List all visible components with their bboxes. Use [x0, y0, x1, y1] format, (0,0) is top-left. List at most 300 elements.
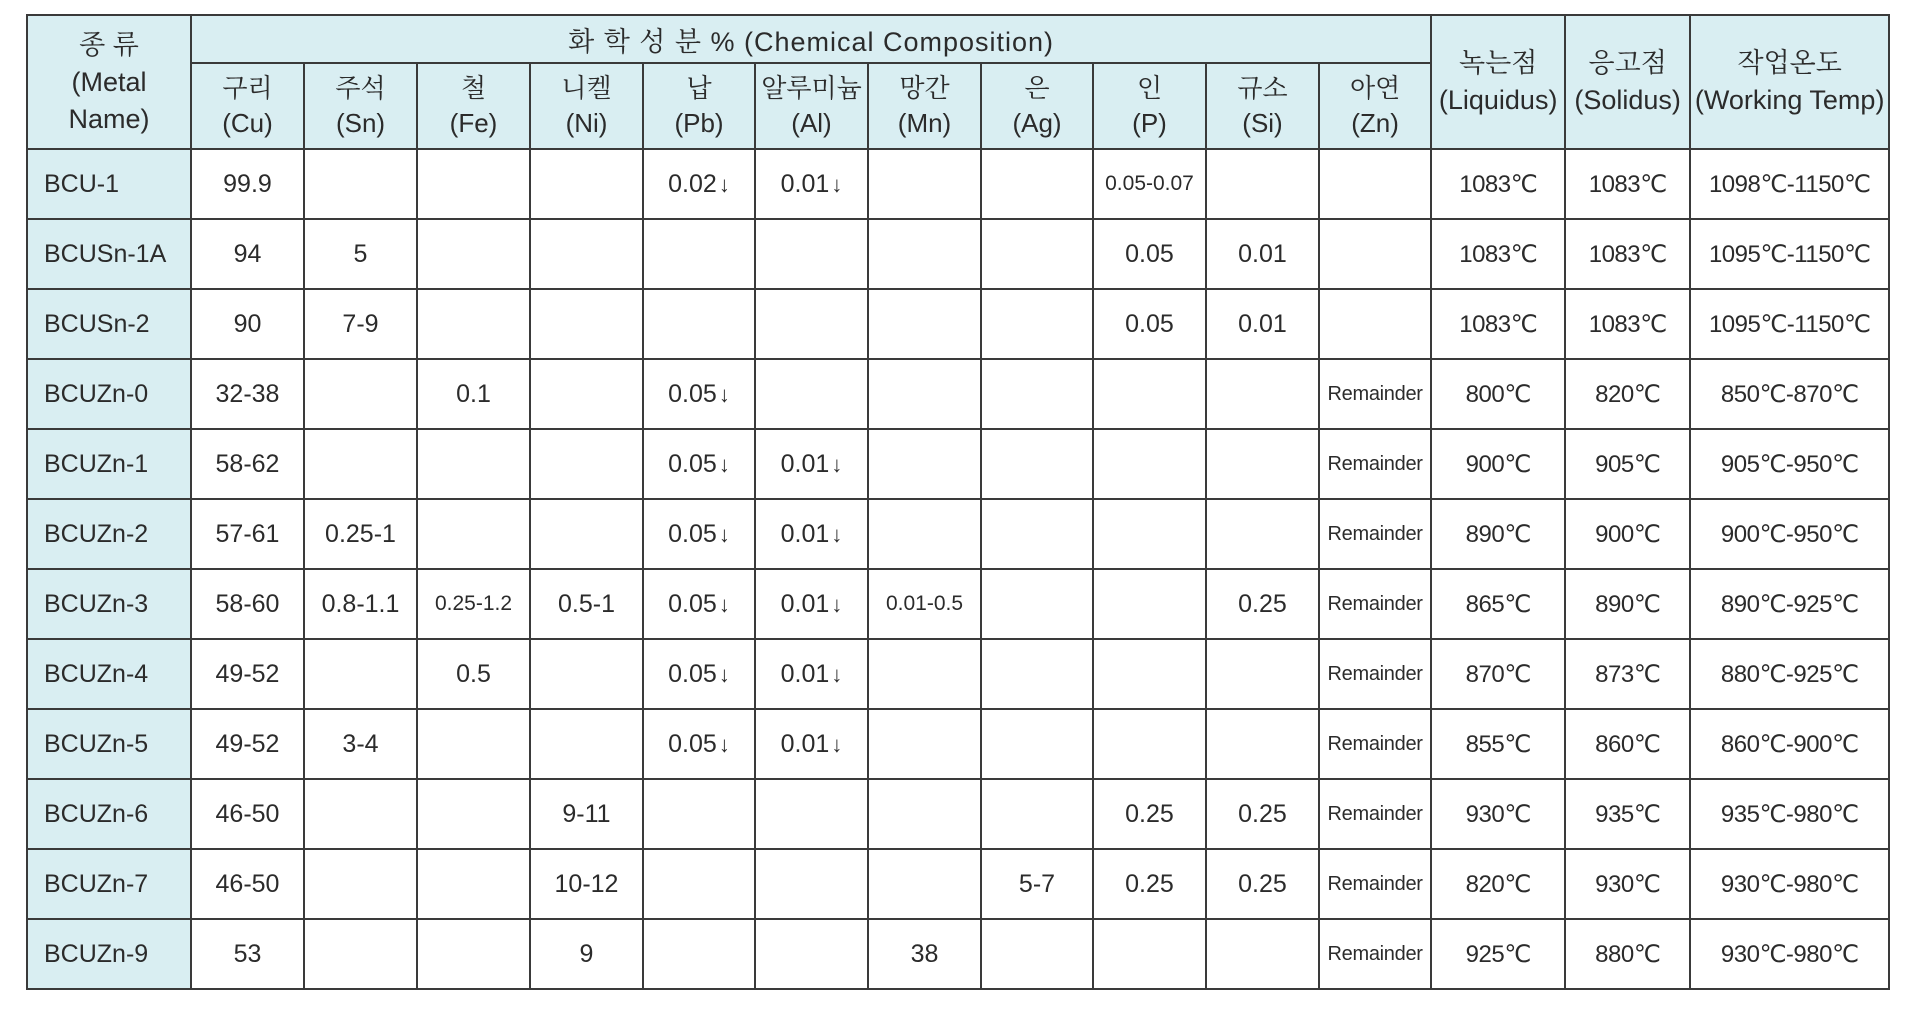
- composition-value: 58-62: [215, 449, 280, 478]
- composition-cell: [981, 149, 1093, 219]
- composition-cell: [530, 779, 643, 849]
- element-header-ko: 철: [460, 73, 487, 103]
- composition-cell: [981, 709, 1093, 779]
- solidus-header: [1565, 15, 1690, 149]
- working-temp-cell: 850℃-870℃: [1690, 359, 1889, 429]
- composition-cell: [1093, 849, 1206, 919]
- composition-cell: [191, 429, 304, 499]
- composition-value: 0.05: [668, 379, 717, 408]
- composition-cell: [643, 639, 755, 709]
- composition-value: 0.05: [668, 449, 717, 478]
- composition-cell: [1093, 429, 1206, 499]
- composition-cell: [643, 849, 755, 919]
- element-header-ko: 니켈: [561, 73, 612, 103]
- metal-name-header: [27, 15, 191, 149]
- composition-cell: [755, 359, 868, 429]
- composition-cell: [1206, 569, 1319, 639]
- composition-cell: [304, 919, 417, 989]
- composition-cell: [191, 289, 304, 359]
- composition-cell: [417, 219, 530, 289]
- composition-cell: [755, 499, 868, 569]
- table-row: [27, 709, 1889, 779]
- element-header: [1319, 63, 1431, 149]
- metal-name-cell: BCUZn-1: [27, 429, 191, 499]
- working-temp-header: [1690, 15, 1889, 149]
- solidus-cell: 935℃: [1565, 779, 1690, 849]
- brazing-alloy-table: [26, 14, 1890, 990]
- table-row: [27, 219, 1889, 289]
- composition-cell: [1093, 709, 1206, 779]
- working-temp-cell: 900℃-950℃: [1690, 499, 1889, 569]
- composition-cell: [304, 219, 417, 289]
- composition-cell: [1206, 919, 1319, 989]
- liquidus-cell: 800℃: [1431, 359, 1565, 429]
- composition-cell: [755, 289, 868, 359]
- element-header: [1206, 63, 1319, 149]
- down-arrow-icon: ↓: [718, 661, 730, 687]
- composition-cell: [1206, 219, 1319, 289]
- composition-cell: [1319, 289, 1431, 359]
- composition-cell: [1206, 499, 1319, 569]
- composition-group-header: 화 학 성 분 % (Chemical Composition): [191, 15, 1431, 63]
- composition-cell: [1206, 289, 1319, 359]
- composition-value: Remainder: [1327, 942, 1423, 965]
- composition-cell: [755, 849, 868, 919]
- liquidus-cell: 865℃: [1431, 569, 1565, 639]
- element-header-ko: 알루미늄: [761, 73, 862, 103]
- composition-cell: [868, 849, 981, 919]
- composition-cell: [868, 779, 981, 849]
- metal-name-header-en: (Metal Name): [68, 66, 150, 134]
- composition-cell: [643, 149, 755, 219]
- composition-cell: [981, 429, 1093, 499]
- composition-cell: [191, 359, 304, 429]
- composition-cell: [530, 499, 643, 569]
- composition-value: 0.01: [780, 589, 830, 618]
- element-header-ko: 아연: [1349, 73, 1401, 103]
- composition-cell: [755, 149, 868, 219]
- composition-value: 0.05-0.07: [1105, 172, 1194, 195]
- metal-name-cell: BCUZn-0: [27, 359, 191, 429]
- composition-cell: [643, 779, 755, 849]
- composition-cell: [1093, 219, 1206, 289]
- composition-cell: [304, 289, 417, 359]
- element-header: [868, 63, 981, 149]
- composition-cell: [981, 359, 1093, 429]
- composition-value: 0.05: [1125, 309, 1174, 338]
- working-temp-header-en: (Working Temp): [1694, 85, 1885, 115]
- composition-value: 49-52: [215, 659, 280, 688]
- composition-value: 0.05: [668, 659, 717, 688]
- element-header-en: (Cu): [222, 108, 273, 138]
- composition-cell: [304, 149, 417, 219]
- table-row: [27, 359, 1889, 429]
- composition-value: 0.05: [1125, 239, 1174, 268]
- composition-value: Remainder: [1327, 872, 1423, 895]
- composition-cell: [530, 219, 643, 289]
- composition-value: 94: [233, 239, 262, 268]
- composition-cell: [981, 569, 1093, 639]
- liquidus-cell: 870℃: [1431, 639, 1565, 709]
- solidus-header-ko: 응고점: [1588, 48, 1667, 78]
- metal-name-cell: BCUZn-5: [27, 709, 191, 779]
- composition-cell: [304, 499, 417, 569]
- composition-cell: [981, 289, 1093, 359]
- solidus-header-en: (Solidus): [1574, 85, 1681, 115]
- down-arrow-icon: ↓: [718, 521, 730, 547]
- composition-cell: [755, 219, 868, 289]
- composition-cell: [868, 639, 981, 709]
- composition-cell: [1206, 429, 1319, 499]
- composition-cell: [868, 289, 981, 359]
- composition-cell: [1206, 639, 1319, 709]
- working-temp-cell: 935℃-980℃: [1690, 779, 1889, 849]
- table-row: [27, 919, 1889, 989]
- solidus-cell: 1083℃: [1565, 219, 1690, 289]
- working-temp-cell: 905℃-950℃: [1690, 429, 1889, 499]
- down-arrow-icon: ↓: [718, 171, 730, 197]
- composition-value: 90: [233, 309, 262, 338]
- element-header-en: (Ni): [565, 108, 608, 138]
- composition-cell: [417, 849, 530, 919]
- composition-cell: [530, 709, 643, 779]
- solidus-cell: 930℃: [1565, 849, 1690, 919]
- solidus-cell: 880℃: [1565, 919, 1690, 989]
- composition-cell: [191, 709, 304, 779]
- down-arrow-icon: ↓: [831, 451, 843, 477]
- working-temp-cell: 890℃-925℃: [1690, 569, 1889, 639]
- composition-value: 0.05: [668, 519, 717, 548]
- composition-value: 0.5: [456, 659, 491, 688]
- table-header: [27, 15, 1889, 149]
- composition-cell: [530, 429, 643, 499]
- composition-value: 46-50: [215, 799, 280, 828]
- composition-value: 57-61: [215, 519, 280, 548]
- metal-name-cell: BCUSn-2: [27, 289, 191, 359]
- composition-value: 46-50: [215, 869, 280, 898]
- composition-value: 0.01: [780, 449, 830, 478]
- element-header-en: (Zn): [1351, 108, 1399, 138]
- element-header-en: (Sn): [335, 108, 386, 138]
- element-header: [1093, 63, 1206, 149]
- down-arrow-icon: ↓: [831, 731, 843, 757]
- composition-value: 58-60: [215, 589, 280, 618]
- liquidus-header-en: (Liquidus): [1438, 85, 1558, 115]
- composition-value: 0.02: [668, 169, 717, 198]
- composition-cell: [417, 359, 530, 429]
- working-temp-cell: 1095℃-1150℃: [1690, 219, 1889, 289]
- liquidus-cell: 925℃: [1431, 919, 1565, 989]
- composition-value: 0.01: [780, 729, 830, 758]
- liquidus-cell: 820℃: [1431, 849, 1565, 919]
- composition-cell: [530, 919, 643, 989]
- composition-cell: [1319, 499, 1431, 569]
- composition-cell: [1319, 919, 1431, 989]
- composition-cell: [1319, 639, 1431, 709]
- working-temp-header-ko: 작업온도: [1737, 48, 1842, 78]
- composition-cell: [1206, 359, 1319, 429]
- composition-cell: [1093, 359, 1206, 429]
- composition-cell: [530, 359, 643, 429]
- metal-name-cell: BCUZn-3: [27, 569, 191, 639]
- composition-cell: [304, 849, 417, 919]
- composition-cell: [304, 569, 417, 639]
- composition-cell: [643, 919, 755, 989]
- composition-value: 0.25-1: [325, 519, 396, 548]
- element-header-ko: 납: [686, 73, 712, 103]
- element-header-ko: 주석: [335, 73, 386, 103]
- composition-cell: [1319, 849, 1431, 919]
- table-row: [27, 499, 1889, 569]
- table-row: [27, 779, 1889, 849]
- composition-value: Remainder: [1327, 662, 1423, 685]
- composition-cell: [981, 779, 1093, 849]
- table-row: [27, 569, 1889, 639]
- composition-value: 49-52: [215, 729, 280, 758]
- liquidus-cell: 1083℃: [1431, 219, 1565, 289]
- composition-value: 7-9: [342, 309, 379, 338]
- composition-value: 0.05: [668, 589, 717, 618]
- composition-cell: [868, 919, 981, 989]
- composition-cell: [1093, 779, 1206, 849]
- solidus-cell: 900℃: [1565, 499, 1690, 569]
- composition-value: 9-11: [562, 799, 611, 828]
- composition-value: 99.9: [223, 169, 272, 198]
- composition-cell: [643, 569, 755, 639]
- element-header-en: (Ag): [1012, 108, 1062, 138]
- composition-value: 38: [910, 939, 939, 968]
- composition-value: 0.01: [780, 659, 830, 688]
- composition-value: 0.8-1.1: [321, 589, 400, 618]
- composition-cell: [304, 429, 417, 499]
- table-body: [27, 149, 1889, 989]
- metal-name-cell: BCUZn-4: [27, 639, 191, 709]
- down-arrow-icon: ↓: [831, 521, 843, 547]
- composition-cell: [417, 639, 530, 709]
- brazing-alloy-table-wrapper: [26, 14, 1886, 990]
- working-temp-cell: 930℃-980℃: [1690, 849, 1889, 919]
- solidus-cell: 860℃: [1565, 709, 1690, 779]
- composition-value: Remainder: [1327, 802, 1423, 825]
- composition-value: 3-4: [342, 729, 379, 758]
- solidus-cell: 890℃: [1565, 569, 1690, 639]
- element-header-ko: 구리: [222, 73, 273, 103]
- element-header-en: (P): [1132, 108, 1167, 138]
- composition-cell: [1319, 709, 1431, 779]
- composition-cell: [755, 709, 868, 779]
- liquidus-cell: 930℃: [1431, 779, 1565, 849]
- composition-cell: [304, 709, 417, 779]
- down-arrow-icon: ↓: [831, 591, 843, 617]
- metal-name-cell: BCUZn-9: [27, 919, 191, 989]
- composition-value: 10-12: [554, 869, 619, 898]
- composition-value: 0.25: [1238, 869, 1287, 898]
- working-temp-cell: 860℃-900℃: [1690, 709, 1889, 779]
- composition-cell: [417, 779, 530, 849]
- liquidus-cell: 855℃: [1431, 709, 1565, 779]
- composition-cell: [191, 779, 304, 849]
- composition-cell: [1093, 289, 1206, 359]
- composition-value: 0.1: [456, 379, 491, 408]
- composition-cell: [981, 849, 1093, 919]
- composition-cell: [1319, 149, 1431, 219]
- composition-value: Remainder: [1327, 732, 1423, 755]
- composition-cell: [868, 429, 981, 499]
- composition-cell: [417, 289, 530, 359]
- composition-cell: [755, 569, 868, 639]
- table-row: [27, 429, 1889, 499]
- composition-cell: [643, 429, 755, 499]
- composition-cell: [417, 919, 530, 989]
- composition-cell: [530, 639, 643, 709]
- composition-value: 0.5-1: [558, 589, 615, 618]
- element-header-ko: 인: [1136, 73, 1163, 103]
- composition-cell: [1319, 429, 1431, 499]
- composition-cell: [1319, 569, 1431, 639]
- composition-cell: [868, 149, 981, 219]
- composition-cell: [755, 639, 868, 709]
- composition-cell: [191, 569, 304, 639]
- element-header-ko: 망간: [899, 73, 950, 103]
- table-row: [27, 639, 1889, 709]
- liquidus-cell: 1083℃: [1431, 149, 1565, 219]
- composition-cell: [643, 359, 755, 429]
- composition-value: 0.01: [1238, 309, 1287, 338]
- metal-name-cell: BCUZn-2: [27, 499, 191, 569]
- composition-value: 9: [579, 939, 594, 968]
- composition-cell: [304, 779, 417, 849]
- composition-cell: [191, 919, 304, 989]
- working-temp-cell: 930℃-980℃: [1690, 919, 1889, 989]
- composition-cell: [1093, 919, 1206, 989]
- composition-cell: [643, 709, 755, 779]
- composition-value: Remainder: [1327, 452, 1423, 475]
- composition-cell: [530, 289, 643, 359]
- composition-cell: [755, 429, 868, 499]
- liquidus-cell: 890℃: [1431, 499, 1565, 569]
- element-header-en: (Si): [1242, 108, 1283, 138]
- composition-cell: [868, 219, 981, 289]
- composition-cell: [1206, 779, 1319, 849]
- composition-cell: [643, 219, 755, 289]
- element-header-ko: 은: [1024, 73, 1050, 103]
- metal-name-header-ko: 종 류: [79, 29, 139, 60]
- composition-cell: [1093, 639, 1206, 709]
- composition-cell: [191, 639, 304, 709]
- composition-cell: [191, 499, 304, 569]
- composition-value: 5-7: [1018, 869, 1056, 898]
- composition-value: 0.25: [1125, 869, 1174, 898]
- composition-cell: [417, 569, 530, 639]
- composition-value: 0.05: [668, 729, 717, 758]
- composition-value: 0.01: [1238, 239, 1287, 268]
- element-header: [530, 63, 643, 149]
- solidus-cell: 873℃: [1565, 639, 1690, 709]
- down-arrow-icon: ↓: [718, 591, 730, 617]
- composition-cell: [643, 289, 755, 359]
- element-header: [191, 63, 304, 149]
- composition-cell: [981, 499, 1093, 569]
- composition-cell: [191, 149, 304, 219]
- composition-cell: [1206, 709, 1319, 779]
- element-header: [417, 63, 530, 149]
- composition-value: 5: [353, 239, 368, 268]
- composition-cell: [755, 779, 868, 849]
- composition-cell: [1206, 849, 1319, 919]
- working-temp-cell: 880℃-925℃: [1690, 639, 1889, 709]
- working-temp-cell: 1098℃-1150℃: [1690, 149, 1889, 219]
- solidus-cell: 820℃: [1565, 359, 1690, 429]
- composition-value: Remainder: [1327, 592, 1423, 615]
- liquidus-header-ko: 녹는점: [1459, 48, 1538, 78]
- composition-cell: [1093, 499, 1206, 569]
- table-row: [27, 149, 1889, 219]
- element-header: [304, 63, 417, 149]
- composition-cell: [868, 709, 981, 779]
- composition-cell: [868, 499, 981, 569]
- liquidus-header: [1431, 15, 1565, 149]
- element-header: [981, 63, 1093, 149]
- element-header-en: (Al): [791, 108, 832, 138]
- composition-cell: [191, 849, 304, 919]
- solidus-cell: 1083℃: [1565, 149, 1690, 219]
- composition-value: 0.25: [1238, 799, 1287, 828]
- down-arrow-icon: ↓: [718, 731, 730, 757]
- composition-value: 53: [233, 939, 262, 968]
- composition-cell: [530, 149, 643, 219]
- composition-cell: [1093, 569, 1206, 639]
- composition-value: 0.25-1.2: [434, 592, 513, 615]
- composition-cell: [417, 149, 530, 219]
- composition-value: 0.25: [1125, 799, 1174, 828]
- composition-cell: [530, 849, 643, 919]
- metal-name-cell: BCUZn-7: [27, 849, 191, 919]
- composition-cell: [417, 429, 530, 499]
- working-temp-cell: 1095℃-1150℃: [1690, 289, 1889, 359]
- composition-value: 0.01-0.5: [885, 592, 964, 615]
- metal-name-cell: BCU-1: [27, 149, 191, 219]
- down-arrow-icon: ↓: [831, 661, 843, 687]
- element-header-en: (Fe): [449, 108, 498, 138]
- solidus-cell: 905℃: [1565, 429, 1690, 499]
- solidus-cell: 1083℃: [1565, 289, 1690, 359]
- composition-cell: [981, 219, 1093, 289]
- composition-value: 0.25: [1238, 589, 1287, 618]
- liquidus-cell: 900℃: [1431, 429, 1565, 499]
- down-arrow-icon: ↓: [831, 171, 843, 197]
- element-header: [643, 63, 755, 149]
- composition-cell: [417, 499, 530, 569]
- down-arrow-icon: ↓: [718, 381, 730, 407]
- composition-cell: [304, 639, 417, 709]
- composition-value: 0.01: [780, 169, 830, 198]
- composition-cell: [530, 569, 643, 639]
- composition-cell: [981, 639, 1093, 709]
- composition-value: 32-38: [215, 379, 280, 408]
- table-row: [27, 289, 1889, 359]
- composition-cell: [191, 219, 304, 289]
- table-row: [27, 849, 1889, 919]
- composition-cell: [1206, 149, 1319, 219]
- composition-value: 0.01: [780, 519, 830, 548]
- composition-cell: [755, 919, 868, 989]
- metal-name-cell: BCUSn-1A: [27, 219, 191, 289]
- composition-cell: [417, 709, 530, 779]
- composition-cell: [1319, 779, 1431, 849]
- composition-cell: [868, 569, 981, 639]
- composition-cell: [1093, 149, 1206, 219]
- composition-cell: [643, 499, 755, 569]
